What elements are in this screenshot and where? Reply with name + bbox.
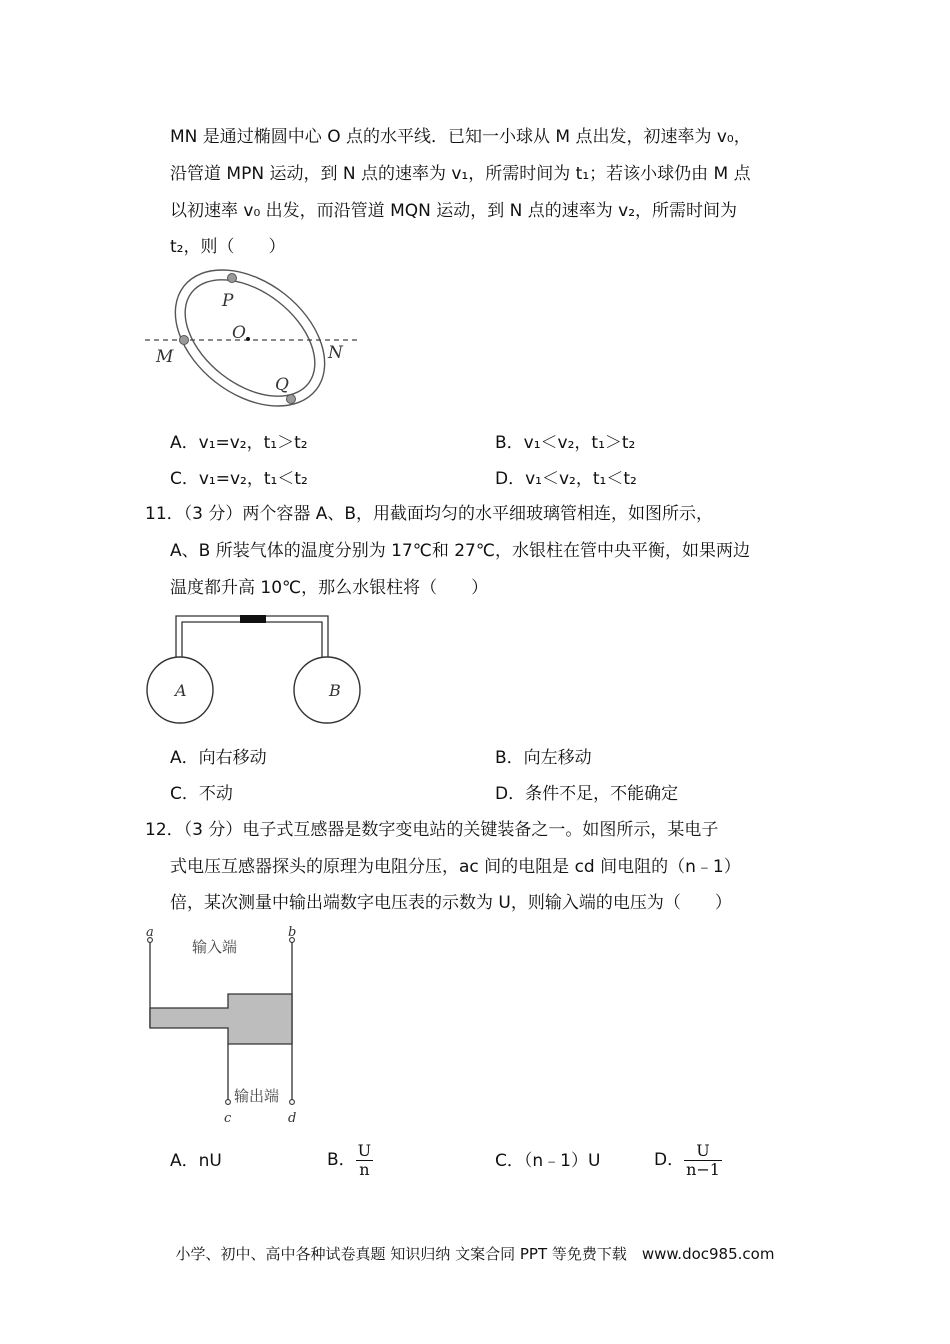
q10-line-3: 以初速率 v₀ 出发，而沿管道 MQN 运动，到 N 点的速率为 v₂，所需时间为 xyxy=(170,201,738,221)
q11-option-b: B．向左移动 xyxy=(495,748,592,768)
q10-option-c: C．v₁=v₂，t₁＜t₂ xyxy=(170,469,308,489)
label-o: O xyxy=(232,323,246,343)
ball-p xyxy=(228,274,237,283)
q12-divider-figure xyxy=(140,926,310,1132)
resistor-body xyxy=(150,994,292,1044)
center-o xyxy=(246,337,250,341)
label-d: d xyxy=(288,1111,297,1126)
terminal-d xyxy=(290,1100,295,1105)
page-footer: 小学、初中、高中各种试卷真题 知识归纳 文案合同 PPT 等免费下载 www.doc985.com xyxy=(175,1245,775,1263)
q12-option-d xyxy=(654,1140,722,1180)
q12-line-1: 12．（3 分）电子式互感器是数字变电站的关键装备之一。如图所示，某电子 xyxy=(145,820,719,840)
label-n: N xyxy=(328,343,343,363)
label-q: Q xyxy=(275,375,289,395)
label-c: c xyxy=(224,1111,232,1126)
vessel-b xyxy=(294,657,360,723)
q10-option-a: A．v₁=v₂，t₁＞t₂ xyxy=(170,433,308,453)
q11-option-d: D．条件不足，不能确定 xyxy=(495,784,679,804)
q11-line-3: 温度都升高 10℃，那么水银柱将（ ） xyxy=(170,578,489,598)
label-a: a xyxy=(146,926,154,940)
mercury-column xyxy=(240,615,266,623)
q11-vessels-figure xyxy=(140,606,368,726)
q10-line-1: MN 是通过椭圆中心 O 点的水平线．已知一小球从 M 点出发，初速率为 v₀， xyxy=(170,127,751,147)
label-p: P xyxy=(222,291,234,311)
fraction-numerator: U xyxy=(357,1140,372,1160)
fraction-u-over-n xyxy=(356,1142,373,1179)
q12-option-b xyxy=(327,1140,373,1180)
fraction-denominator: n−1 xyxy=(686,1159,720,1179)
q10-line-2: 沿管道 MPN 运动，到 N 点的速率为 v₁，所需时间为 t₁；若该小球仍由 M 点 xyxy=(170,164,751,184)
q12-option-a: A．nU xyxy=(170,1151,222,1171)
label-vessel-a: A xyxy=(175,681,187,700)
terminal-c xyxy=(226,1100,231,1105)
q11-option-c: C．不动 xyxy=(170,784,233,804)
label-input: 输入端 xyxy=(192,938,238,956)
inner-tube xyxy=(163,268,336,416)
label-m: M xyxy=(156,347,174,367)
q10-ellipse-figure xyxy=(140,268,370,416)
q12-line-2: 式电压互感器探头的原理为电阻分压，ac 间的电阻是 cd 间电阻的（n﹣1） xyxy=(170,857,741,877)
q11-option-a: A．向右移动 xyxy=(170,748,267,768)
q12-line-3: 倍，某次测量中输出端数字电压表的示数为 U，则输入端的电压为（ ） xyxy=(170,893,732,913)
fraction-u-over-n-minus-1 xyxy=(684,1142,722,1179)
q10-line-4: t₂，则（ ） xyxy=(170,237,286,257)
label-b: b xyxy=(288,926,297,940)
q11-line-2: A、B 所装气体的温度分别为 17℃和 27℃，水银柱在管中央平衡，如果两边 xyxy=(170,541,750,561)
label-output: 输出端 xyxy=(234,1087,280,1105)
fraction-denominator: n xyxy=(359,1159,370,1179)
label-vessel-b: B xyxy=(329,681,341,700)
q11-line-1: 11．（3 分）两个容器 A、B，用截面均匀的水平细玻璃管相连，如图所示， xyxy=(145,504,714,524)
tube-inner xyxy=(182,622,322,658)
fraction-numerator: U xyxy=(684,1142,722,1161)
ball-m xyxy=(180,336,189,345)
q12-option-c: C．（n﹣1）U xyxy=(495,1151,601,1171)
q12-option-b-prefix: B． xyxy=(327,1150,356,1170)
q10-option-b: B．v₁＜v₂，t₁＞t₂ xyxy=(495,433,636,453)
q12-option-d-prefix: D． xyxy=(654,1150,685,1170)
q10-option-d: D．v₁＜v₂，t₁＜t₂ xyxy=(495,469,637,489)
ball-q xyxy=(287,395,296,404)
